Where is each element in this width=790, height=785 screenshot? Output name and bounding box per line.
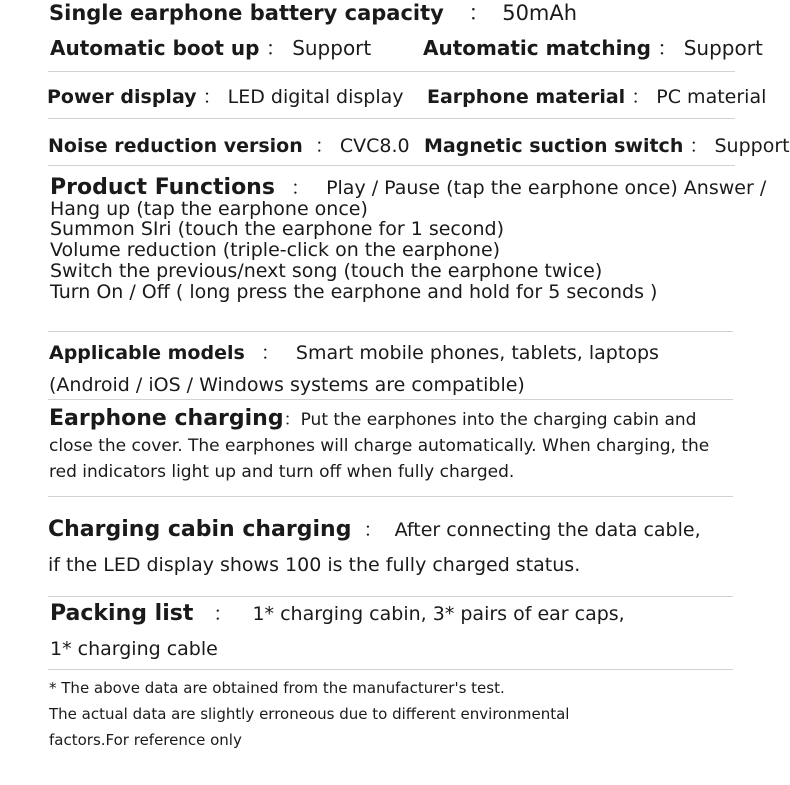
packing-line-2: 1* charging cable: [50, 638, 218, 660]
functions-line-3: Summon SIri (touch the earphone for 1 second): [50, 218, 505, 241]
power-display-value: LED digital display: [227, 86, 404, 108]
models-row: [49, 338, 659, 365]
packing-label: Packing list: [50, 601, 194, 626]
functions-line-5: Switch the previous/next song (touch the earphone twice): [50, 259, 603, 282]
packing-value: 1* charging cabin, 3* pairs of ear caps,: [252, 603, 625, 625]
functions-line-2: Hang up (tap the earphone once): [50, 197, 368, 220]
boot-label: Automatic boot up: [50, 36, 260, 60]
noise-label: Noise reduction version: [48, 135, 303, 157]
noise-row: [48, 131, 410, 158]
models-label: Applicable models: [49, 342, 245, 364]
functions-sep: ：: [291, 177, 311, 199]
product-functions: [50, 175, 767, 303]
divider: [48, 118, 735, 119]
note-line-1: * The above data are obtained from the manufacturer's test.: [49, 679, 505, 697]
noise-value: CVC8.0: [339, 135, 410, 157]
battery-row: [49, 0, 577, 27]
magnetic-sep: ：: [689, 135, 709, 157]
divider: [48, 399, 733, 400]
material-sep: ：: [631, 86, 651, 108]
noise-sep: ：: [314, 135, 334, 157]
cabin-charging-value: After connecting the data cable,: [394, 519, 701, 541]
earphone-charging-sep: ：: [283, 410, 301, 430]
matching-sep: ：: [657, 36, 678, 60]
divider: [48, 71, 735, 72]
functions-line-6: Turn On / Off ( long press the earphone and hold for 5 seconds ): [50, 280, 658, 303]
divider: [48, 165, 735, 166]
cabin-charging-row: [48, 515, 701, 542]
power-display-label: Power display: [47, 86, 197, 108]
divider: [48, 331, 733, 332]
note-line-3: factors.For reference only: [49, 731, 242, 749]
functions-line-1: Product Functions ： Play / Pause (tap the earphone once) Answer /: [50, 175, 767, 200]
divider: [48, 596, 733, 597]
divider: [48, 669, 733, 670]
material-label: Earphone material: [427, 86, 626, 108]
packing-sep: ：: [213, 603, 233, 625]
boot-value: Support: [292, 36, 372, 60]
packing-row: [50, 599, 625, 626]
cabin-charging-sep: ：: [363, 519, 383, 541]
divider: [48, 496, 733, 497]
material-row: [427, 82, 766, 109]
functions-label: Product Functions: [50, 175, 275, 200]
material-value: PC material: [656, 86, 767, 108]
magnetic-row: [424, 131, 790, 158]
models-sep: ：: [260, 342, 280, 364]
power-display-sep: ：: [202, 86, 222, 108]
note-line-2: The actual data are slightly erroneous due to different environmental: [49, 705, 570, 723]
models-line-2: (Android / iOS / Windows systems are compatible): [49, 374, 525, 396]
functions-line-4: Volume reduction (triple-click on the earphone): [50, 239, 501, 262]
matching-value: Support: [683, 36, 763, 60]
boot-sep: ：: [265, 36, 286, 60]
cabin-charging-label: Charging cabin charging: [48, 517, 352, 542]
earphone-charging-label: Earphone charging: [49, 406, 284, 431]
power-display-row: [47, 82, 404, 109]
matching-label: Automatic matching: [423, 36, 651, 60]
matching-row: [423, 32, 763, 61]
earphone-charging: [49, 406, 739, 485]
battery-value: 50mAh: [502, 1, 578, 25]
battery-label: Single earphone battery capacity: [49, 1, 444, 25]
earphone-charging-text: Put the earphones into the charging cabin and close the cover. The earphones will charge automatically. When charging, the red indicators light up and turn off when fully charged.: [49, 410, 710, 482]
boot-row: [50, 32, 371, 61]
magnetic-value: Support: [714, 135, 790, 157]
cabin-charging-line-2: if the LED display shows 100 is the fully charged status.: [48, 554, 581, 576]
models-value: Smart mobile phones, tablets, laptops: [295, 342, 659, 364]
magnetic-label: Magnetic suction switch: [424, 135, 684, 157]
battery-sep: ：: [468, 1, 490, 25]
